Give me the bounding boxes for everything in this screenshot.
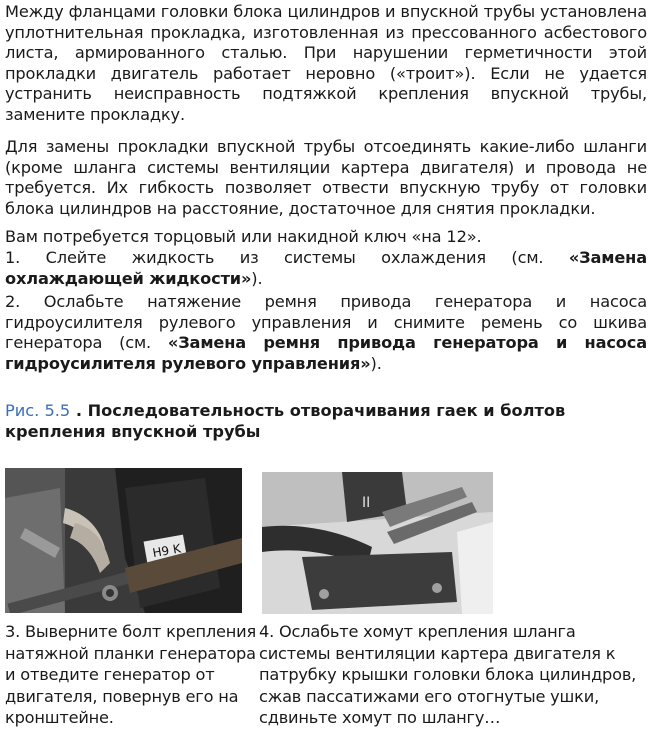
link-belt-replacement[interactable]: «Замена ремня привода генератора и насоса гидроусилителя рулевого управления»: [5, 333, 647, 373]
figure-caption: [5, 400, 647, 442]
step-2-end: ).: [370, 353, 382, 373]
engine-part-label: II: [362, 495, 371, 511]
photo-ventilation-hose-clamp-image: [262, 472, 493, 614]
photo-ventilation-hose-clamp: [262, 472, 493, 614]
photo-alternator-bolt-image: [5, 468, 242, 613]
caption-step-4: 4. Ослабьте хомут крепления шланга системы вентиляции картера двигателя к патрубку крышки головки блока цилиндров, сжав пассатижами его отогнутые ушки, сдвиньте хомут по шлангу…: [259, 622, 637, 727]
engine-marking-label: H9 K: [151, 541, 182, 561]
caption-step-3: 3. Выверните болт крепления натяжной планки генератора и отведите генератор от двигателя, повернув его на кронштейне.: [5, 622, 257, 727]
step-2-text: 2. Ослабьте натяжение ремня привода генератора и насоса гидроусилителя рулевого управления и снимите ремень со шкива генератора (см.: [5, 292, 647, 352]
photo-alternator-bolt: [5, 468, 242, 613]
step-2: [5, 292, 647, 374]
step-1-text: 1. Слейте жидкость из системы охлаждения (см.: [5, 248, 569, 267]
link-coolant-replacement[interactable]: «Замена охлаждающей жидкости»: [5, 248, 647, 288]
figure-title: . Последовательность отворачивания гаек и болтов крепления впускной трубы: [5, 401, 566, 441]
paragraph-hoses-note: Для замены прокладки впускной трубы отсоединять какие-либо шланги (кроме шланга системы вентиляции картера двигателя) и провода не требуется. Их гибкость позволяет отвести впускную трубу от головки блока цилиндров на расстояние, достаточное для снятия прокладки.: [5, 137, 647, 218]
step-1-end: ).: [251, 268, 263, 288]
paragraph-tool-needed: Вам потребуется торцовый или накидной ключ «на 12».: [5, 227, 482, 246]
figure-link[interactable]: Рис. 5.5: [5, 401, 71, 420]
paragraph-gasket-intro: Между фланцами головки блока цилиндров и впускной трубы установлена уплотнительная прокладка, изготовленная из прессованного асбестового листа, армированного сталью. При нарушении герметичности этой прокладки двигатель работает неровно («троит»). Если не удается устранить неисправность подтяжкой крепления впускной трубы, замените прокладку.: [5, 2, 647, 124]
step-1: [5, 248, 647, 289]
